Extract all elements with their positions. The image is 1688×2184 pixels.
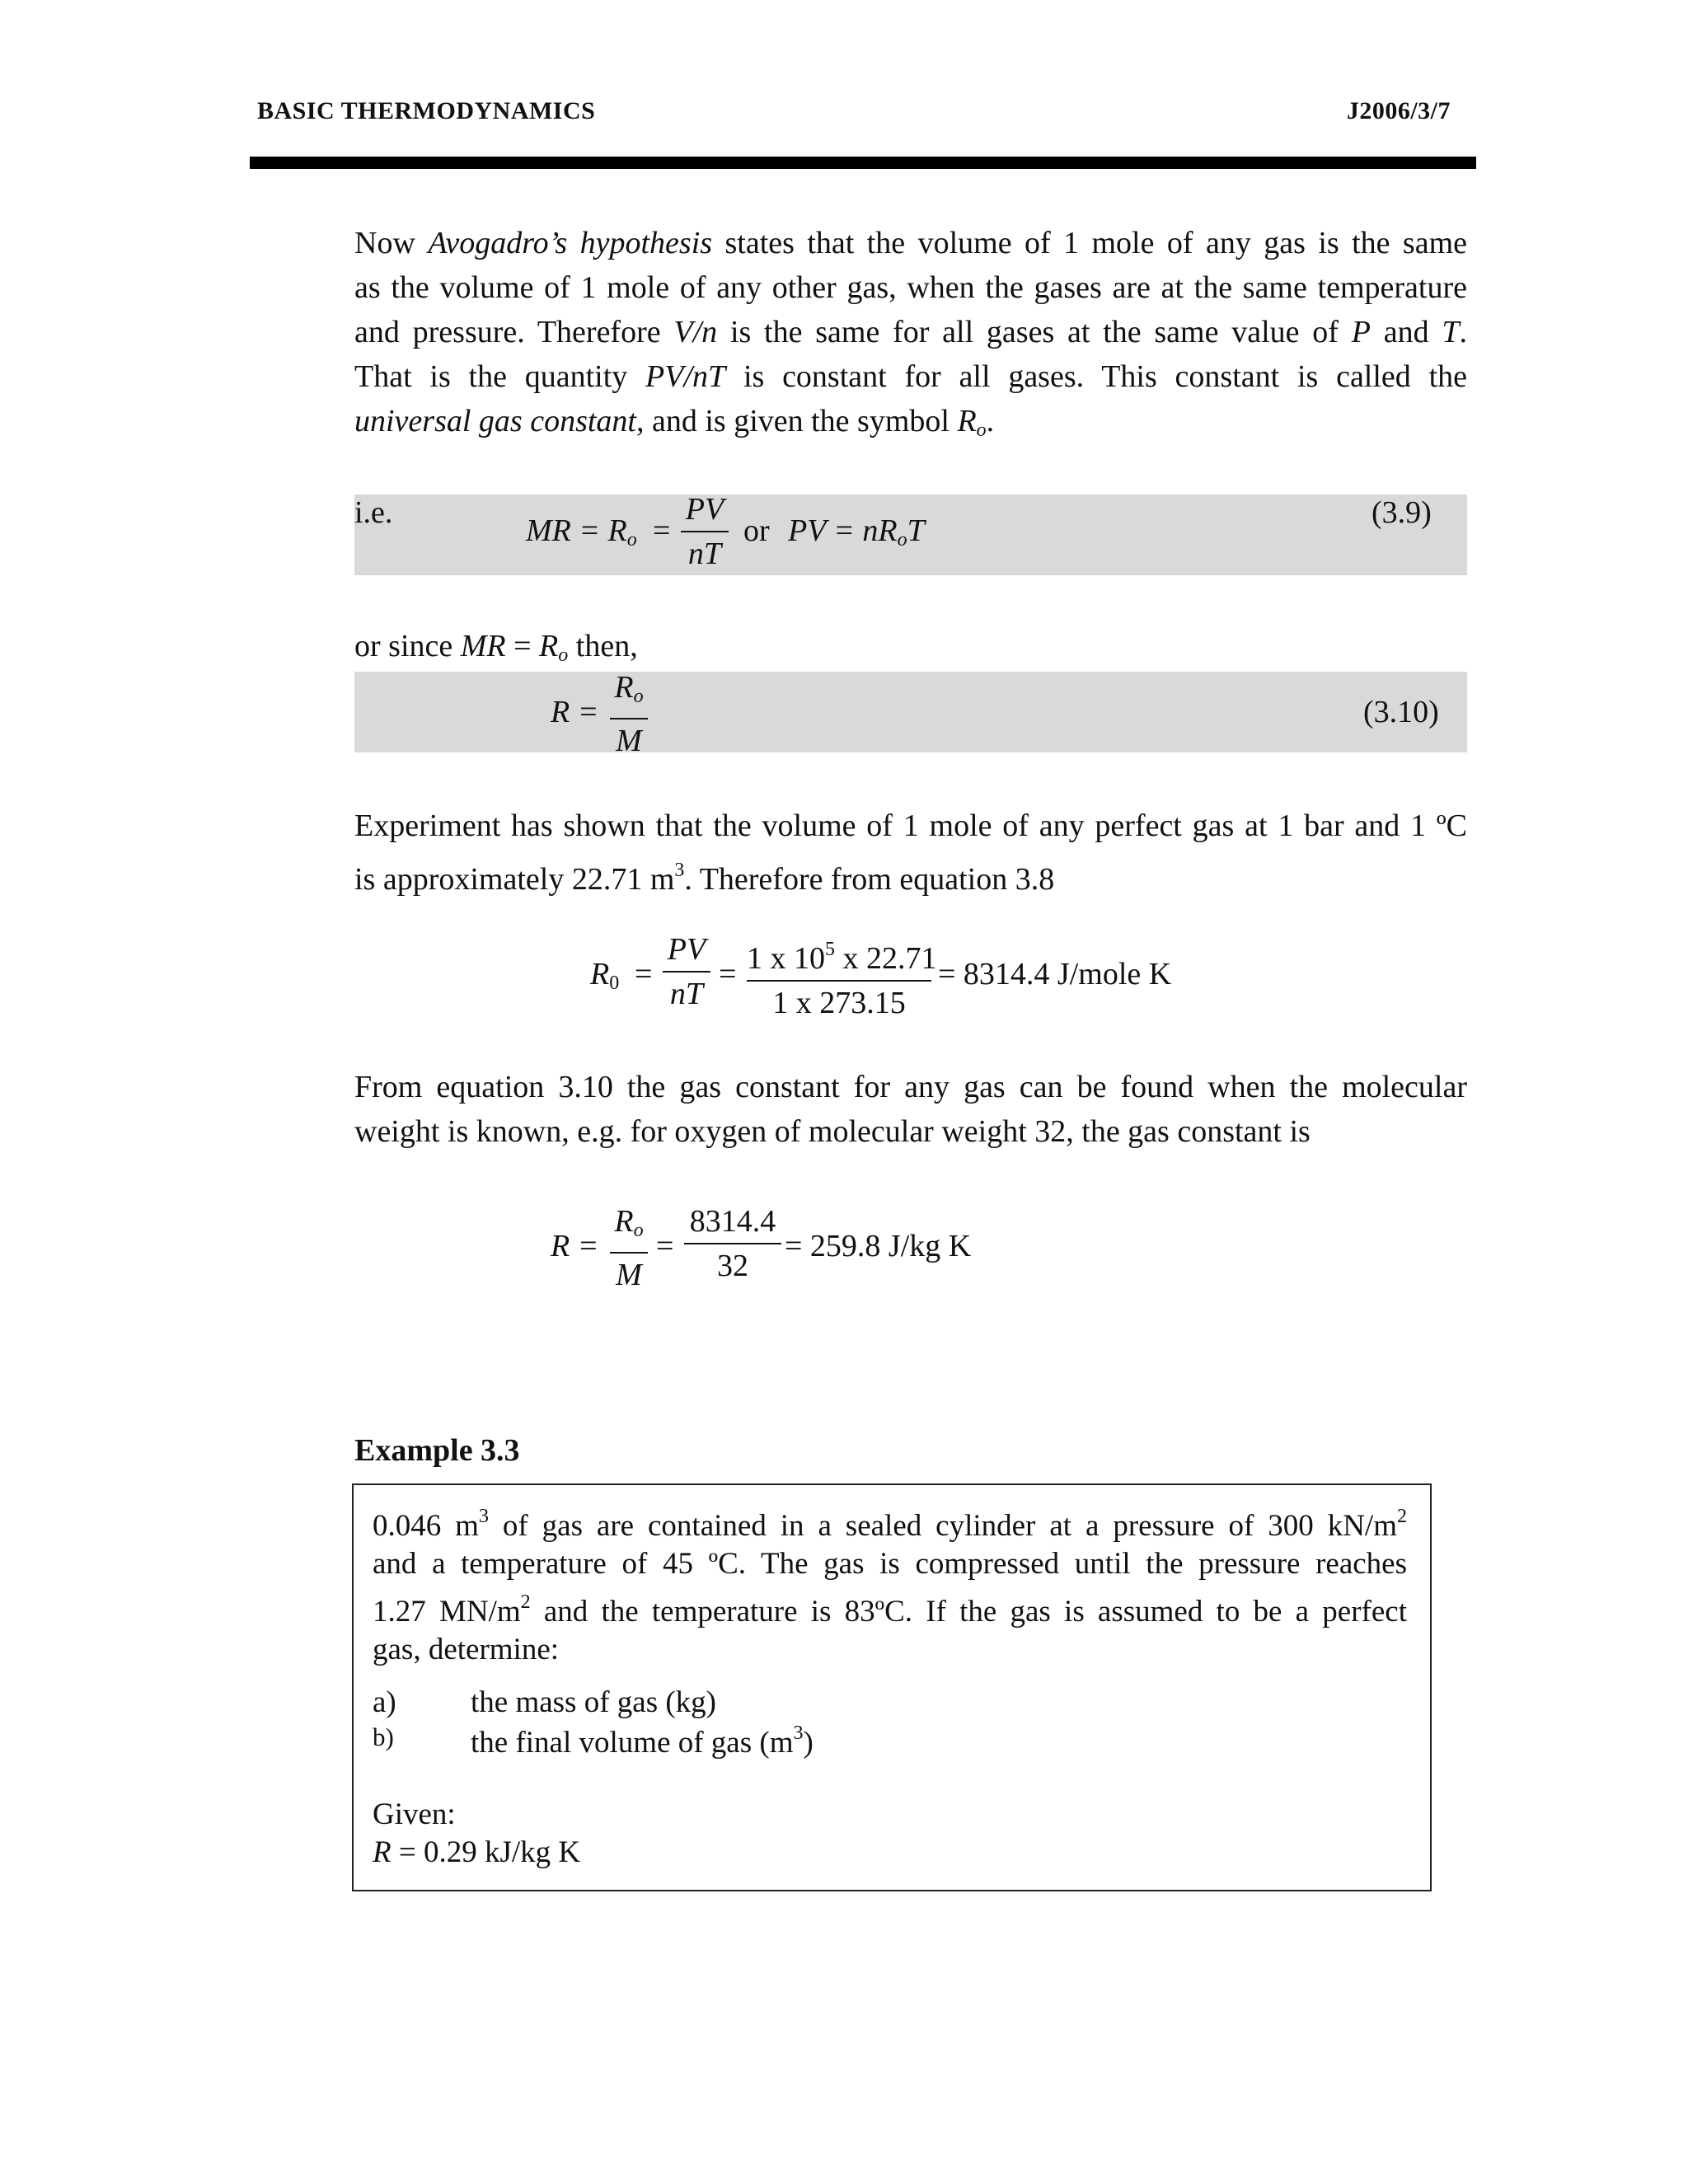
r0-lhs: $R_0$	[590, 957, 620, 994]
eq39-rhs: PV = $nR_oT$	[788, 513, 925, 551]
example-problem-text: 0.046 $m^3$ of gas are contained in a sealed cylinder at a pressure of 300 $kN/m^2$ and a temperature of 45 ºC. The gas is compressed until the pressure reaches 1.27 $MN/m^2$ and the temperature is 83ºC. If the gas is assumed to be a perfect gas, determine:	[373, 1506, 1407, 1666]
given-r-value: R = 0.29 kJ/kg K	[373, 1835, 581, 1869]
avogadro-paragraph: Now Avogadro’s hypothesis states that the volume of 1 mole of any gas is the same as the volume of 1 mole of any other gas, when the gases are at the same temperature and pressure. Therefore V/n is the same for all gases at the same value of P and T. That is the quantity PV/nT is constant for all gases. This constant is called the universal gas constant, and is given the symbol $R_o$.	[354, 226, 1468, 441]
o2-fraction-1: $R_o$ M	[610, 1203, 648, 1293]
page-code: J2006/3/7	[1346, 97, 1451, 124]
eq310-lhs: R =	[551, 695, 599, 729]
course-title: BASIC THERMODYNAMICS	[257, 97, 596, 124]
r0-equals-2: =	[719, 957, 737, 991]
ie-label: i.e.	[354, 495, 393, 530]
o2-lhs: R =	[551, 1229, 599, 1263]
r0-fraction-2: 1 x $10^5$ x 22.71 1 x 273.15	[747, 939, 937, 1020]
r0-result: = 8314.4 J/mole K	[938, 957, 1172, 991]
equation-number-3-9: (3.9)	[1372, 495, 1432, 530]
eq39-lhs: MR = $R_o$	[526, 513, 637, 551]
experiment-paragraph: Experiment has shown that the volume of 1 mole of any perfect gas at 1 bar and 1 ºC is approximately 22.71 $m^3$. Therefore from equation 3.8	[354, 808, 1467, 897]
header-rule	[250, 157, 1476, 169]
given-label: Given:	[373, 1797, 456, 1831]
molecular-weight-paragraph: From equation 3.10 the gas constant for any gas can be found when the molecular weight is known, e.g. for oxygen of molecular weight 32, the gas constant is	[354, 1070, 1467, 1149]
example-title: Example 3.3	[354, 1433, 520, 1468]
eq39-equals: =	[653, 513, 671, 548]
eq39-or: or	[743, 513, 770, 548]
o2-fraction-2: 8314.4 32	[684, 1203, 781, 1284]
eq310-fraction: $R_o$ M	[610, 669, 648, 759]
r0-fraction-1: PV nT	[663, 931, 710, 1012]
item-b-label: b)	[373, 1722, 394, 1751]
eq39-fraction: PV nT	[681, 491, 729, 572]
since-line: or since MR = $R_o$ then,	[354, 629, 638, 666]
r0-equals-1: =	[635, 957, 653, 991]
equation-3-10-band	[354, 672, 1467, 752]
item-b-text: the final volume of gas $(m^3)$	[471, 1722, 814, 1760]
o2-equals: =	[656, 1229, 674, 1263]
equation-number-3-10: (3.10)	[1363, 695, 1439, 729]
item-a-text: the mass of gas (kg)	[471, 1685, 716, 1719]
item-a-label: a)	[373, 1685, 396, 1719]
example-box	[352, 1483, 1432, 1891]
o2-result: = 259.8 J/kg K	[785, 1229, 972, 1263]
